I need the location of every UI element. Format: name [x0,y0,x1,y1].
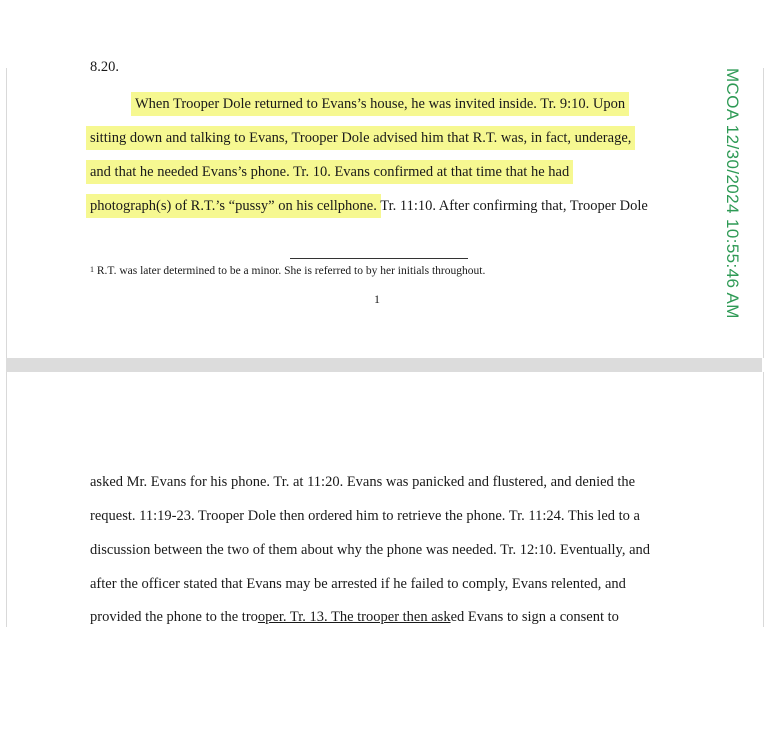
page-separator [6,358,762,372]
filing-stamp [718,68,744,336]
paragraph-line-1 [135,95,625,113]
highlighted-text: sitting down and talking to Evans, Trooper Dole advised him that R.T. was, in fact, underage, [90,130,632,146]
highlighted-text: and that he needed Evans’s phone. Tr. 10. Evans confirmed at that time that he had [90,164,570,180]
paragraph-line-2 [90,129,631,147]
paragraph-line-8: after the officer stated that Evans may be arrested if he failed to comply, Evans relented, and [90,576,626,592]
filing-stamp-text: MCOA 12/30/2024 10:55:46 AM [723,68,742,319]
footnote-divider [290,258,468,259]
paragraph-line-5: asked Mr. Evans for his phone. Tr. at 11:20. Evans was panicked and flustered, and denied the [90,474,636,490]
plain-text: ed Evans to sign a consent to [450,609,619,625]
cut-off-text: 8.20. [90,59,119,75]
highlighted-text: photograph(s) of R.T.’s “pussy” on his cellphone. [90,198,377,214]
paragraph-line-4 [90,197,648,215]
footnote [90,265,485,277]
paragraph-line-9 [90,608,619,626]
document-page-1 [6,59,764,358]
paragraph-line-3 [90,163,569,181]
paragraph-line-7: discussion between the two of them about why the phone was needed. Tr. 12:10. Eventually, and [90,542,651,558]
document-page-2 [6,372,764,627]
footnote-text: R.T. was later determined to be a minor. She is referred to by her initials throughout. [96,265,486,277]
underlined-text: oper. Tr. 13. The trooper then ask [257,609,451,625]
highlighted-text: When Trooper Dole returned to Evans’s house, he was invited inside. Tr. 9:10. Upon [135,96,626,112]
plain-text: provided the phone to the tro [90,609,258,625]
plain-text: Tr. 11:10. After confirming that, Trooper Dole [376,198,648,214]
footnote-marker: 1 [90,265,94,274]
paragraph-line-6: request. 11:19-23. Trooper Dole then ordered him to retrieve the phone. Tr. 11:24. This led to a [90,508,640,524]
page-number: 1 [374,292,380,306]
